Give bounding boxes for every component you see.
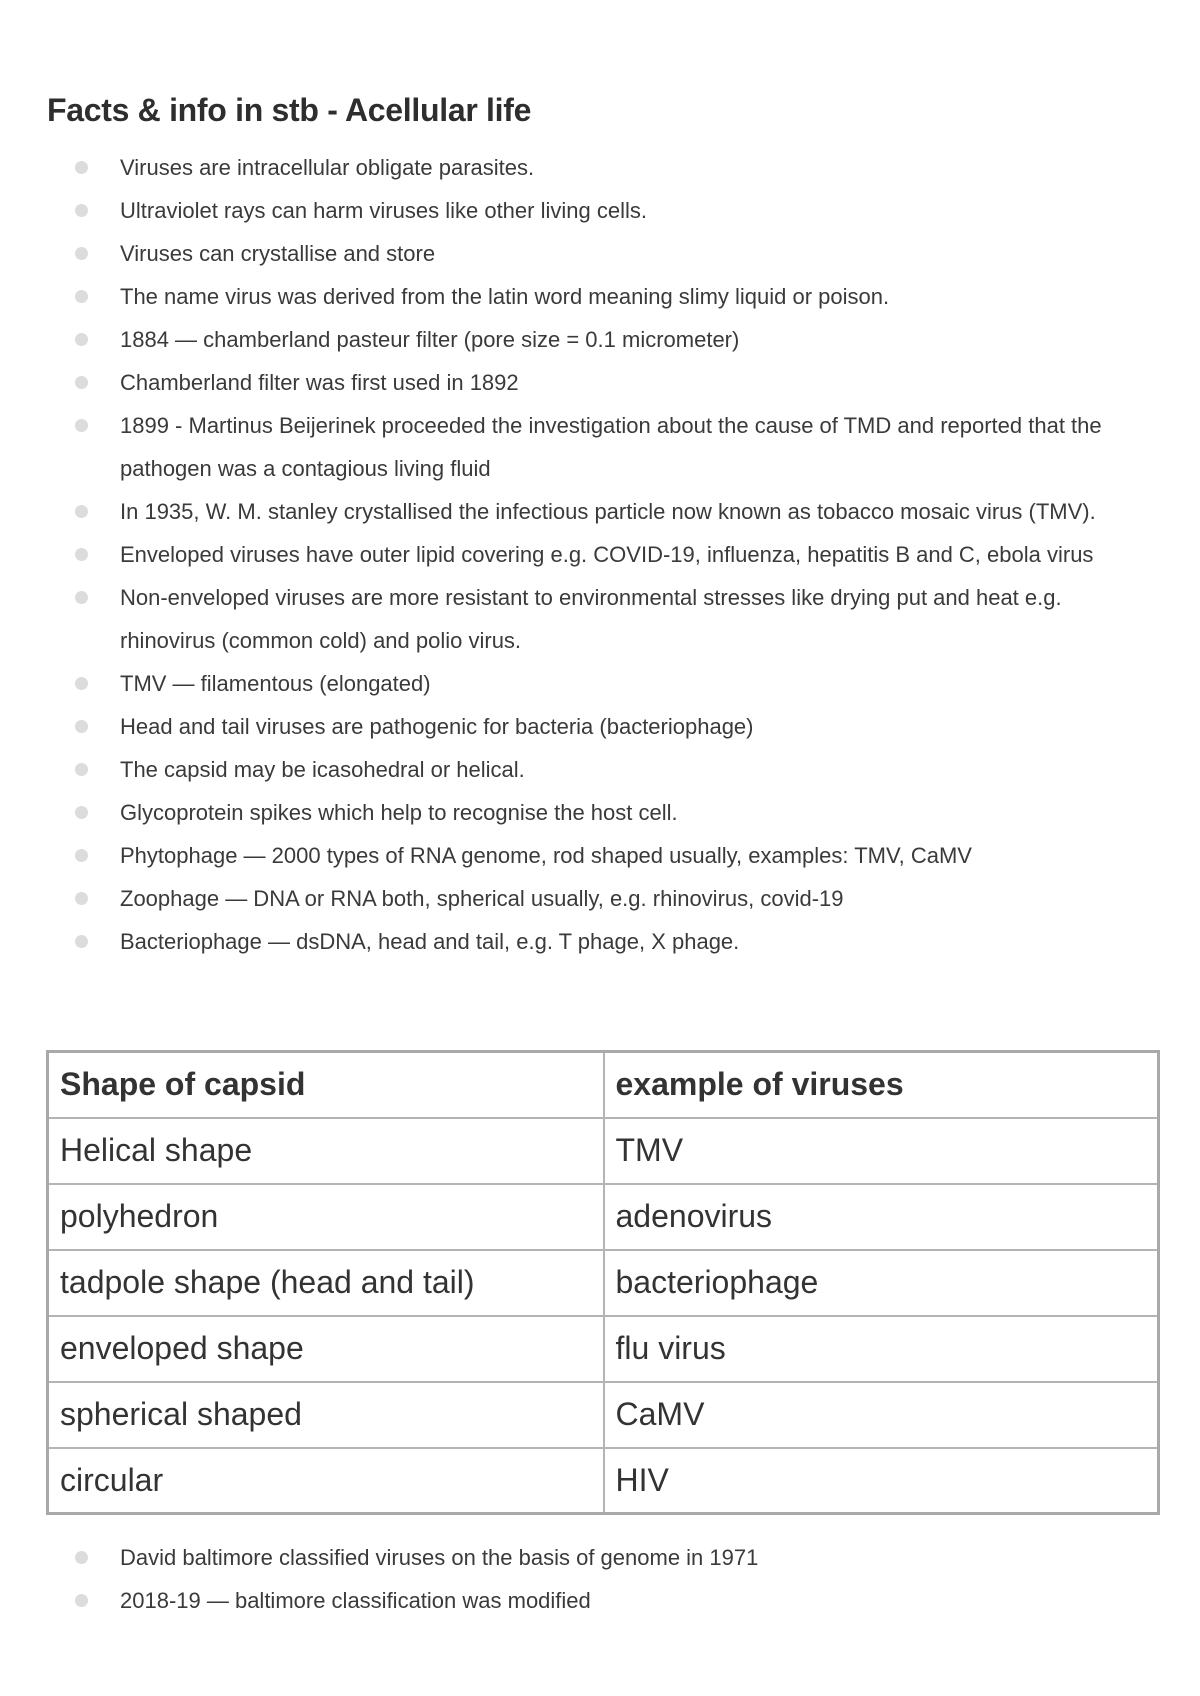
bullet-icon — [75, 591, 88, 604]
table-cell: polyhedron — [48, 1184, 604, 1250]
bullet-icon — [75, 806, 88, 819]
list-item — [0, 275, 1200, 318]
list-item-text: Ultraviolet rays can harm viruses like other living cells. — [120, 198, 647, 223]
bullet-icon — [75, 892, 88, 905]
table-cell: flu virus — [604, 1316, 1159, 1382]
list-item — [0, 232, 1200, 275]
bullet-icon — [75, 849, 88, 862]
list-item-text: TMV — filamentous (elongated) — [120, 671, 431, 696]
list-item — [0, 662, 1200, 705]
bullet-icon — [75, 505, 88, 518]
list-item — [0, 576, 1200, 662]
bullet-icon — [75, 763, 88, 776]
list-item-text: The name virus was derived from the latin word meaning slimy liquid or poison. — [120, 284, 890, 309]
list-item — [0, 1579, 1200, 1622]
page-title: Facts & info in stb - Acellular life — [47, 92, 532, 128]
list-item — [0, 146, 1200, 189]
list-item — [0, 318, 1200, 361]
capsid-shape-table — [46, 1050, 1160, 1515]
facts-list — [0, 146, 1200, 963]
bullet-icon — [75, 247, 88, 260]
bullet-icon — [75, 1594, 88, 1607]
list-item-text: Glycoprotein spikes which help to recognise the host cell. — [120, 800, 678, 825]
list-item-text: David baltimore classified viruses on the basis of genome in 1971 — [120, 1545, 759, 1570]
list-item — [0, 361, 1200, 404]
table-cell: Helical shape — [48, 1118, 604, 1184]
table-row — [48, 1118, 1159, 1184]
list-item-text: Bacteriophage — dsDNA, head and tail, e.g. T phage, X phage. — [120, 929, 740, 954]
list-item-text: Viruses can crystallise and store — [120, 241, 436, 266]
bullet-icon — [75, 935, 88, 948]
table-cell: TMV — [604, 1118, 1159, 1184]
bullet-icon — [75, 419, 88, 432]
bullet-icon — [75, 720, 88, 733]
list-item-text: 1884 — chamberland pasteur filter (pore size = 0.1 micrometer) — [120, 327, 740, 352]
table-row — [48, 1448, 1159, 1514]
list-item-text: Head and tail viruses are pathogenic for bacteria (bacteriophage) — [120, 714, 754, 739]
column-header-examples: example of viruses — [604, 1052, 1159, 1118]
classification-list — [0, 1536, 1200, 1622]
list-item — [0, 920, 1200, 963]
table-cell: adenovirus — [604, 1184, 1159, 1250]
table-row — [48, 1316, 1159, 1382]
table-cell: bacteriophage — [604, 1250, 1159, 1316]
list-item-text: Zoophage — DNA or RNA both, spherical usually, e.g. rhinovirus, covid-19 — [120, 886, 844, 911]
list-item-text: Non-enveloped viruses are more resistant to environmental stresses like drying put and heat e.g. rhinovirus (common cold) and polio virus. — [120, 585, 1062, 653]
list-item — [0, 1536, 1200, 1579]
bullet-icon — [75, 161, 88, 174]
table-cell: HIV — [604, 1448, 1159, 1514]
bullet-icon — [75, 204, 88, 217]
list-item — [0, 490, 1200, 533]
bullet-icon — [75, 376, 88, 389]
table-cell: enveloped shape — [48, 1316, 604, 1382]
list-item — [0, 877, 1200, 920]
table-cell: circular — [48, 1448, 604, 1514]
list-item-text: Phytophage — 2000 types of RNA genome, rod shaped usually, examples: TMV, CaMV — [120, 843, 972, 868]
bullet-icon — [75, 548, 88, 561]
bullet-icon — [75, 677, 88, 690]
list-item — [0, 748, 1200, 791]
list-item — [0, 705, 1200, 748]
list-item-text: Enveloped viruses have outer lipid covering e.g. COVID-19, influenza, hepatitis B and C, ebola virus — [120, 542, 1094, 567]
list-item — [0, 404, 1200, 490]
list-item — [0, 834, 1200, 877]
table-row — [48, 1250, 1159, 1316]
list-item-text: The capsid may be icasohedral or helical. — [120, 757, 525, 782]
list-item-text: In 1935, W. M. stanley crystallised the infectious particle now known as tobacco mosaic virus (TMV). — [120, 499, 1096, 524]
list-item — [0, 791, 1200, 834]
list-item-text: Chamberland filter was first used in 1892 — [120, 370, 519, 395]
list-item — [0, 533, 1200, 576]
table-cell: CaMV — [604, 1382, 1159, 1448]
column-header-shape: Shape of capsid — [48, 1052, 604, 1118]
list-item-text: 1899 - Martinus Beijerinek proceeded the investigation about the cause of TMD and reported that the pathogen was a contagious living fluid — [120, 413, 1102, 481]
bullet-icon — [75, 333, 88, 346]
table-header-row — [48, 1052, 1159, 1118]
list-item-text: Viruses are intracellular obligate parasites. — [120, 155, 535, 180]
table-cell: tadpole shape (head and tail) — [48, 1250, 604, 1316]
bullet-icon — [75, 290, 88, 303]
table-cell: spherical shaped — [48, 1382, 604, 1448]
list-item — [0, 189, 1200, 232]
list-item-text: 2018-19 — baltimore classification was modified — [120, 1588, 591, 1613]
table-row — [48, 1382, 1159, 1448]
bullet-icon — [75, 1551, 88, 1564]
table-row — [48, 1184, 1159, 1250]
